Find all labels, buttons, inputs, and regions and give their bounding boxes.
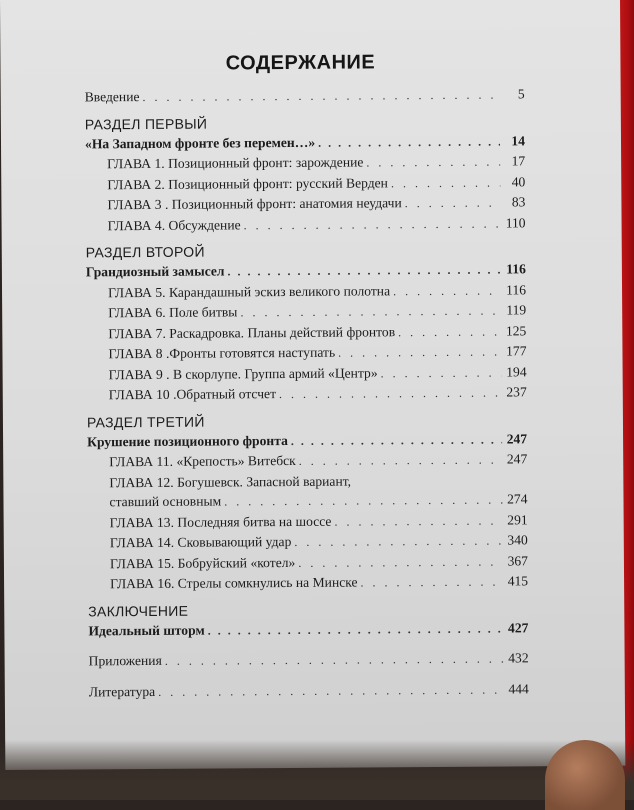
entry-page: 5 [517,86,525,102]
toc-entry-literature [89,679,529,703]
toc-entry-intro [85,84,525,108]
leader-dots [240,302,501,323]
leader-dots [360,573,503,593]
entry-page: 194 [506,363,527,379]
leader-dots [299,451,503,472]
page-shadow [0,740,634,800]
entry-page: 116 [506,281,527,297]
leader-dots [165,650,504,672]
entry-page: 444 [508,680,529,696]
toc-part-3 [87,429,527,453]
entry-page: 415 [507,573,529,589]
entry-label: Крушение позиционного фронта [87,432,288,449]
entry-page: 247 [506,451,528,467]
toc-chapter-14 [88,530,528,554]
section-heading-conclusion: ЗАКЛЮЧЕНИЕ [88,602,189,619]
entry-page: 119 [506,302,527,318]
leader-dots [158,680,504,702]
entry-page: 125 [505,322,527,338]
section-heading-1: РАЗДЕЛ ПЕРВЫЙ [84,115,208,132]
toc-chapter-13 [88,510,528,534]
entry-label: ГЛАВА 5. Карандашный эскиз великого полотна [107,282,391,300]
entry-page: 83 [511,194,526,210]
entry-label: Приложения [88,652,162,669]
entry-label: ГЛАВА 11. «Крепость» Витебск [109,452,296,470]
leader-dots [334,511,502,532]
entry-page: 274 [507,491,528,507]
leader-dots [391,173,501,193]
entry-page: 177 [506,343,527,359]
leader-dots [294,532,503,553]
entry-page: 40 [511,173,526,189]
entry-label: ГЛАВА 4. Обсуждение [107,216,241,233]
entry-label: Идеальный шторм [88,622,205,638]
toc-part-2 [86,259,526,283]
entry-page: 340 [507,532,528,548]
leader-dots [366,153,500,173]
leader-dots [405,194,501,214]
toc-chapter-7 [86,321,526,345]
entry-label: ГЛАВА 6. Поле битвы [108,304,238,321]
entry-label: Литература [88,683,156,699]
entry-label: «На Западном фронте без перемен…» [84,134,316,151]
leader-dots [224,491,502,512]
entry-label: Введение [84,89,140,105]
leader-dots [227,261,501,282]
toc-chapter-2 [85,172,525,196]
entry-label: ГЛАВА 13. Последняя битва на шоссе [109,513,332,530]
toc-chapter-3 [85,192,525,216]
leader-dots [142,86,499,108]
toc-chapter-5 [86,280,526,304]
toc-chapter-15 [88,551,528,575]
leader-dots [208,619,504,641]
page-title: СОДЕРЖАНИЕ [225,51,376,75]
entry-page: 237 [506,384,527,400]
entry-page: 291 [507,511,528,527]
toc-chapter-12 [87,489,527,513]
leader-dots [291,430,502,451]
section-heading-3: РАЗДЕЛ ТРЕТИЙ [86,413,205,430]
leader-dots [393,281,501,301]
toc-chapter-12-first-line: ГЛАВА 12. Богушевск. Запасной вариант, [109,473,352,490]
entry-page: 17 [511,153,526,169]
entry-label: ставший основным [109,493,222,510]
entry-page: 116 [506,261,526,277]
toc-chapter-9 [87,362,527,386]
toc-chapter-1 [85,151,525,175]
leader-dots [298,552,503,573]
leader-dots [398,322,501,342]
entry-label: ГЛАВА 15. Бобруйский «котел» [109,554,296,571]
entry-page: 427 [507,619,529,635]
entry-page: 367 [507,552,528,568]
toc-chapter-4 [86,213,526,237]
toc-entry-appendix [89,648,529,672]
toc-chapter-16 [88,571,528,595]
entry-label: ГЛАВА 9 . В скорлупе. Группа армий «Центр» [108,364,378,382]
toc-chapter-10 [87,382,527,406]
entry-label: ГЛАВА 16. Стрелы сомкнулись на Минске [110,574,358,592]
entry-page: 14 [511,132,526,148]
entry-label: ГЛАВА 3 . Позиционный фронт: анатомия неудачи [107,195,402,213]
table-of-contents [85,84,529,702]
entry-label: ГЛАВА 10 .Обратный отсчет [108,386,277,403]
entry-page: 432 [508,650,529,666]
entry-page: 247 [506,430,528,446]
entry-page: 110 [505,214,526,230]
entry-label: ГЛАВА 8 .Фронты готовятся наступать [108,344,336,362]
leader-dots [318,132,500,153]
leader-dots [338,343,501,364]
leader-dots [244,214,501,235]
toc-chapter-8 [86,341,526,365]
leader-dots [279,384,502,405]
toc-chapter-6 [86,300,526,324]
entry-label: ГЛАВА 7. Раскадровка. Планы действий фронтов [108,323,396,341]
entry-label: ГЛАВА 2. Позиционный фронт: русский Верден [107,174,388,192]
entry-label: ГЛАВА 14. Сковывающий удар [109,533,292,551]
toc-chapter-11 [87,449,527,473]
leader-dots [381,363,502,383]
section-heading-2: РАЗДЕЛ ВТОРОЙ [85,243,205,261]
toc-part-1 [85,131,525,155]
entry-label: ГЛАВА 1. Позиционный фронт: зарождение [107,154,364,172]
toc-part-conclusion [88,618,528,642]
entry-label: Грандиозный замысел [85,263,225,280]
